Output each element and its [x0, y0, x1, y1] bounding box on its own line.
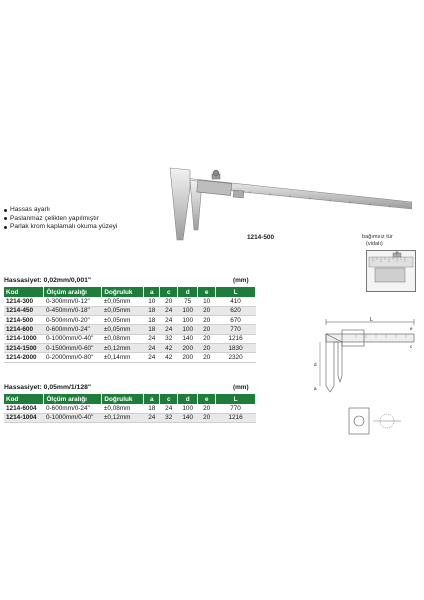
- cell-d: 200: [178, 343, 198, 352]
- cell-c: 32: [160, 413, 178, 422]
- header-l: L: [216, 287, 256, 297]
- header-range: Ölçüm aralığı: [44, 287, 102, 297]
- cell-range: 0-600mm/0-24": [44, 404, 102, 413]
- feature-item: Paslanmaz çelikten yapılmıştır: [4, 215, 117, 224]
- cell-accuracy: ±0,08mm: [102, 404, 144, 413]
- cell-code: 1214-2000: [4, 353, 44, 362]
- cell-l: 770: [216, 325, 256, 334]
- cell-c: 42: [160, 353, 178, 362]
- cell-d: 200: [178, 353, 198, 362]
- cell-c: 32: [160, 334, 178, 343]
- cell-d: 100: [178, 325, 198, 334]
- table-header-row: [4, 394, 256, 404]
- cell-e: 20: [198, 334, 216, 343]
- cell-a: 18: [144, 316, 160, 325]
- cell-d: 100: [178, 316, 198, 325]
- cell-l: 2320: [216, 353, 256, 362]
- cell-c: 24: [160, 316, 178, 325]
- table-header-row: [4, 287, 256, 297]
- cell-a: 24: [144, 413, 160, 422]
- header-a: a: [144, 287, 160, 297]
- header-l: L: [216, 394, 256, 404]
- cell-range: 0-500mm/0-20": [44, 316, 102, 325]
- cell-accuracy: ±0,05mm: [102, 306, 144, 315]
- cell-code: 1214-600: [4, 325, 44, 334]
- cell-l: 620: [216, 306, 256, 315]
- cell-code: 1214-450: [4, 306, 44, 315]
- cell-c: 24: [160, 306, 178, 315]
- header-e: e: [198, 287, 216, 297]
- cell-c: 42: [160, 343, 178, 352]
- cell-a: 10: [144, 297, 160, 306]
- header-accuracy: Doğruluk: [102, 287, 144, 297]
- cell-d: 100: [178, 404, 198, 413]
- bullet-icon: [4, 226, 7, 229]
- cell-range: 0-1500mm/0-60": [44, 343, 102, 352]
- label-e: e: [410, 326, 413, 331]
- cell-range: 0-300mm/0-12": [44, 297, 102, 306]
- cell-accuracy: ±0,12mm: [102, 343, 144, 352]
- feature-item: Hassas ayarlı: [4, 206, 117, 215]
- feature-item: Parlak krom kaplamalı okuma yüzeyi: [4, 223, 117, 232]
- table1-unit: (mm): [233, 277, 249, 284]
- cell-accuracy: ±0,08mm: [102, 334, 144, 343]
- cell-l: 1830: [216, 343, 256, 352]
- inset-caption: bağımsız tür (vidalı): [362, 234, 393, 247]
- label-d: d: [314, 362, 317, 367]
- cell-range: 0-2000mm/0-80": [44, 353, 102, 362]
- table-row: [4, 343, 256, 352]
- caliper-product-image: [150, 162, 412, 242]
- header-accuracy: Doğruluk: [102, 394, 144, 404]
- table2-title: Hassasiyet: 0,05mm/1/128": [4, 384, 92, 391]
- header-range: Ölçüm aralığı: [44, 394, 102, 404]
- cell-code: 1214-500: [4, 316, 44, 325]
- header-c: c: [160, 394, 178, 404]
- table-row: [4, 404, 256, 413]
- cell-e: 20: [198, 343, 216, 352]
- label-c: c: [410, 344, 413, 349]
- jaw-detail-diagram: [345, 400, 405, 440]
- cell-code: 1214-300: [4, 297, 44, 306]
- cell-c: 20: [160, 297, 178, 306]
- cell-l: 670: [216, 316, 256, 325]
- cell-l: 770: [216, 404, 256, 413]
- feature-list: [4, 206, 117, 232]
- header-d: d: [178, 287, 198, 297]
- cell-e: 20: [198, 404, 216, 413]
- cell-a: 24: [144, 343, 160, 352]
- table-row: [4, 297, 256, 306]
- cell-code: 1214-6004: [4, 404, 44, 413]
- cell-code: 1214-1004: [4, 413, 44, 422]
- spec-table-1: [4, 287, 256, 363]
- table-row: [4, 353, 256, 362]
- label-L: L: [370, 317, 373, 323]
- cell-d: 140: [178, 413, 198, 422]
- cell-range: 0-600mm/0-24": [44, 325, 102, 334]
- bullet-icon: [4, 209, 7, 212]
- header-e: e: [198, 394, 216, 404]
- cell-e: 20: [198, 306, 216, 315]
- spec-table-2: [4, 394, 256, 423]
- table1-title: Hassasiyet: 0,02mm/0,001": [4, 277, 92, 284]
- header-kod: Kod: [4, 394, 44, 404]
- cell-a: 24: [144, 334, 160, 343]
- cell-e: 20: [198, 353, 216, 362]
- vernier-closeup-icon: [367, 251, 415, 291]
- cell-c: 24: [160, 404, 178, 413]
- table-row: [4, 413, 256, 422]
- header-d: d: [178, 394, 198, 404]
- header-kod: Kod: [4, 287, 44, 297]
- table-row: [4, 325, 256, 334]
- header-c: c: [160, 287, 178, 297]
- cell-accuracy: ±0,05mm: [102, 325, 144, 334]
- table2-unit: (mm): [233, 384, 249, 391]
- cell-accuracy: ±0,14mm: [102, 353, 144, 362]
- inset-image: [366, 250, 416, 292]
- cell-l: 1216: [216, 334, 256, 343]
- header-a: a: [144, 394, 160, 404]
- cell-e: 10: [198, 297, 216, 306]
- cell-l: 1216: [216, 413, 256, 422]
- cell-a: 18: [144, 306, 160, 315]
- cell-e: 20: [198, 316, 216, 325]
- bullet-icon: [4, 217, 7, 220]
- cell-e: 20: [198, 413, 216, 422]
- cell-a: 24: [144, 353, 160, 362]
- cell-l: 410: [216, 297, 256, 306]
- dimension-diagram: [306, 316, 418, 400]
- cell-code: 1214-1000: [4, 334, 44, 343]
- cell-a: 18: [144, 404, 160, 413]
- table-row: [4, 306, 256, 315]
- cell-d: 100: [178, 306, 198, 315]
- cell-range: 0-1000mm/0-40": [44, 334, 102, 343]
- cell-accuracy: ±0,12mm: [102, 413, 144, 422]
- label-a: a: [314, 386, 317, 391]
- table-row: [4, 316, 256, 325]
- cell-code: 1214-1500: [4, 343, 44, 352]
- table-row: [4, 334, 256, 343]
- cell-accuracy: ±0,05mm: [102, 297, 144, 306]
- cell-d: 75: [178, 297, 198, 306]
- model-label: 1214-500: [247, 234, 275, 241]
- cell-e: 20: [198, 325, 216, 334]
- cell-accuracy: ±0,05mm: [102, 316, 144, 325]
- cell-a: 18: [144, 325, 160, 334]
- cell-c: 24: [160, 325, 178, 334]
- cell-range: 0-1000mm/0-40": [44, 413, 102, 422]
- cell-d: 140: [178, 334, 198, 343]
- cell-range: 0-450mm/0-18": [44, 306, 102, 315]
